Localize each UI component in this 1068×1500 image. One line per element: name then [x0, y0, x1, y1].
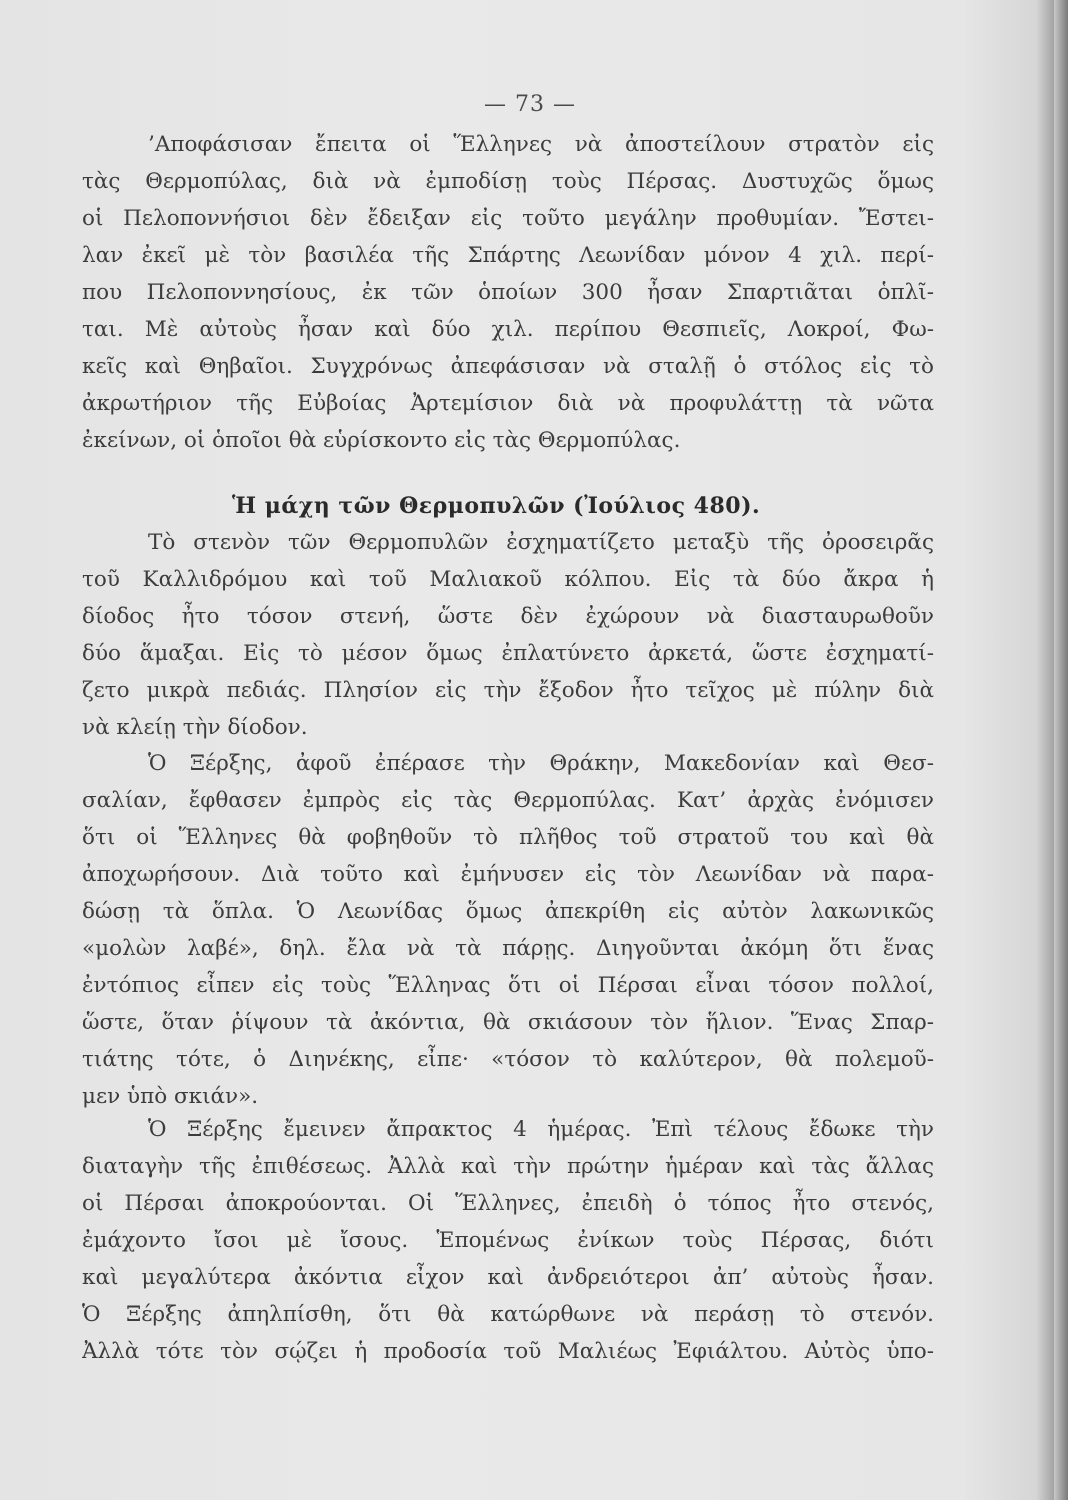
text-line: ἐκείνων, οἱ ὁποῖοι θὰ εὑρίσκοντο εἰς τὰς Θερμοπύλας. — [82, 428, 681, 453]
text-line: Ὁ Ξέρξης, ἀφοῦ ἐπέρασε τὴν Θράκην, Μακεδονίαν καὶ Θεσ- — [148, 751, 934, 776]
text-line: Ὁ Ξέρξης ἔμεινεν ἄπρακτος 4 ἡμέρας. Ἐπὶ τέλους ἔδωκε τὴν — [148, 1117, 934, 1142]
text-line: δώσῃ τὰ ὅπλα. Ὁ Λεωνίδας ὅμως ἀπεκρίθη εἰς αὐτὸν λακωνικῶς — [82, 899, 934, 924]
text-line: σαλίαν, ἔφθασεν ἐμπρὸς εἰς τὰς Θερμοπύλας. Κατ’ ἀρχὰς ἐνόμισεν — [82, 788, 934, 813]
text-line: ὥστε, ὅταν ῥίψουν τὰ ἀκόντια, θὰ σκιάσουν τὸν ἥλιον. Ἕνας Σπαρ- — [82, 1010, 934, 1035]
page-fold-shadow — [1054, 0, 1068, 1500]
text-line: κεῖς καὶ Θηβαῖοι. Συγχρόνως ἀπεφάσισαν νὰ σταλῇ ὁ στόλος εἰς τὸ — [82, 354, 934, 379]
page-number: — 73 — — [484, 92, 576, 117]
text-line: Ἀλλὰ τότε τὸν σῴζει ἡ προδοσία τοῦ Μαλιέως Ἐφιάλτου. Αὐτὸς ὑπο- — [82, 1339, 934, 1364]
text-line: ζετο μικρὰ πεδιάς. Πλησίον εἰς τὴν ἔξοδον ἦτο τεῖχος μὲ πύλην διὰ — [82, 678, 934, 703]
text-line: ἐντόπιος εἶπεν εἰς τοὺς Ἕλληνας ὅτι οἱ Πέρσαι εἶναι τόσον πολλοί, — [82, 973, 934, 998]
text-line: τιάτης τότε, ὁ Διηνέκης, εἶπε· «τόσον τὸ καλύτερον, θὰ πολεμοῦ- — [82, 1047, 934, 1072]
text-line: ἐμάχοντο ἴσοι μὲ ἴσους. Ἑπομένως ἐνίκων τοὺς Πέρσας, διότι — [82, 1228, 934, 1253]
paragraph-pass-description — [82, 524, 934, 746]
text-line: ’Αποφάσισαν ἔπειτα οἱ Ἕλληνες νὰ ἀποστείλουν στρατὸν εἰς — [148, 132, 934, 157]
text-line: που Πελοποννησίους, ἐκ τῶν ὁποίων 300 ἦσαν Σπαρτιᾶται ὁπλῖ- — [82, 280, 934, 305]
text-line: οἱ Πελοποννήσιοι δὲν ἔδειξαν εἰς τοῦτο μεγάλην προθυμίαν. Ἔστει- — [82, 206, 934, 231]
text-line: νὰ κλείῃ τὴν δίοδον. — [82, 715, 308, 740]
paragraph-xerxes-arrival — [82, 745, 934, 1115]
text-line: δίοδος ἦτο τόσον στενή, ὥστε δὲν ἐχώρουν νὰ διασταυρωθοῦν — [82, 604, 934, 629]
text-line: καὶ μεγαλύτερα ἀκόντια εἶχον καὶ ἀνδρειότεροι ἀπ’ αὐτοὺς ἦσαν. — [82, 1265, 934, 1290]
text-line: λαν ἐκεῖ μὲ τὸν βασιλέα τῆς Σπάρτης Λεωνίδαν μόνον 4 χιλ. περί- — [82, 243, 934, 268]
text-line: οἱ Πέρσαι ἀποκρούονται. Οἱ Ἕλληνες, ἐπειδὴ ὁ τόπος ἦτο στενός, — [82, 1191, 934, 1216]
text-line: τὰς Θερμοπύλας, διὰ νὰ ἐμποδίσῃ τοὺς Πέρσας. Δυστυχῶς ὅμως — [82, 169, 934, 194]
text-line: τοῦ Καλλιδρόμου καὶ τοῦ Μαλιακοῦ κόλπου. Εἰς τὰ δύο ἄκρα ἡ — [82, 567, 934, 592]
text-line: ἀκρωτήριον τῆς Εὐβοίας Ἀρτεμίσιον διὰ νὰ προφυλάττῃ τὰ νῶτα — [82, 391, 934, 416]
text-line: ται. Μὲ αὐτοὺς ἦσαν καὶ δύο χιλ. περίπου Θεσπιεῖς, Λοκροί, Φω- — [82, 317, 934, 342]
text-line: ὅτι οἱ Ἕλληνες θὰ φοβηθοῦν τὸ πλῆθος τοῦ στρατοῦ του καὶ θὰ — [82, 825, 934, 850]
text-line: μεν ὑπὸ σκιάν». — [82, 1084, 259, 1109]
text-line: «μολὼν λαβέ», δηλ. ἔλα νὰ τὰ πάρῃς. Διηγοῦνται ἀκόμη ὅτι ἕνας — [82, 936, 934, 961]
text-line: Ὁ Ξέρξης ἀπηλπίσθη, ὅτι θὰ κατώρθωνε νὰ περάσῃ τὸ στενόν. — [82, 1302, 934, 1327]
text-line: διαταγὴν τῆς ἐπιθέσεως. Ἀλλὰ καὶ τὴν πρώτην ἡμέραν καὶ τὰς ἄλλας — [82, 1154, 934, 1179]
paragraph-decision — [82, 126, 934, 459]
text-line: ἀποχωρήσουν. Διὰ τοῦτο καὶ ἐμήνυσεν εἰς τὸν Λεωνίδαν νὰ παρα- — [82, 862, 934, 887]
section-heading: Ἡ μάχη τῶν Θερμοπυλῶν (Ἰούλιος 480). — [232, 493, 761, 519]
text-line: Τὸ στενὸν τῶν Θερμοπυλῶν ἐσχηματίζετο μεταξὺ τῆς ὀροσειρᾶς — [148, 530, 934, 555]
paragraph-battle-days — [82, 1111, 934, 1370]
text-line: δύο ἅμαξαι. Εἰς τὸ μέσον ὅμως ἐπλατύνετο ἀρκετά, ὥστε ἐσχηματί- — [82, 641, 934, 666]
